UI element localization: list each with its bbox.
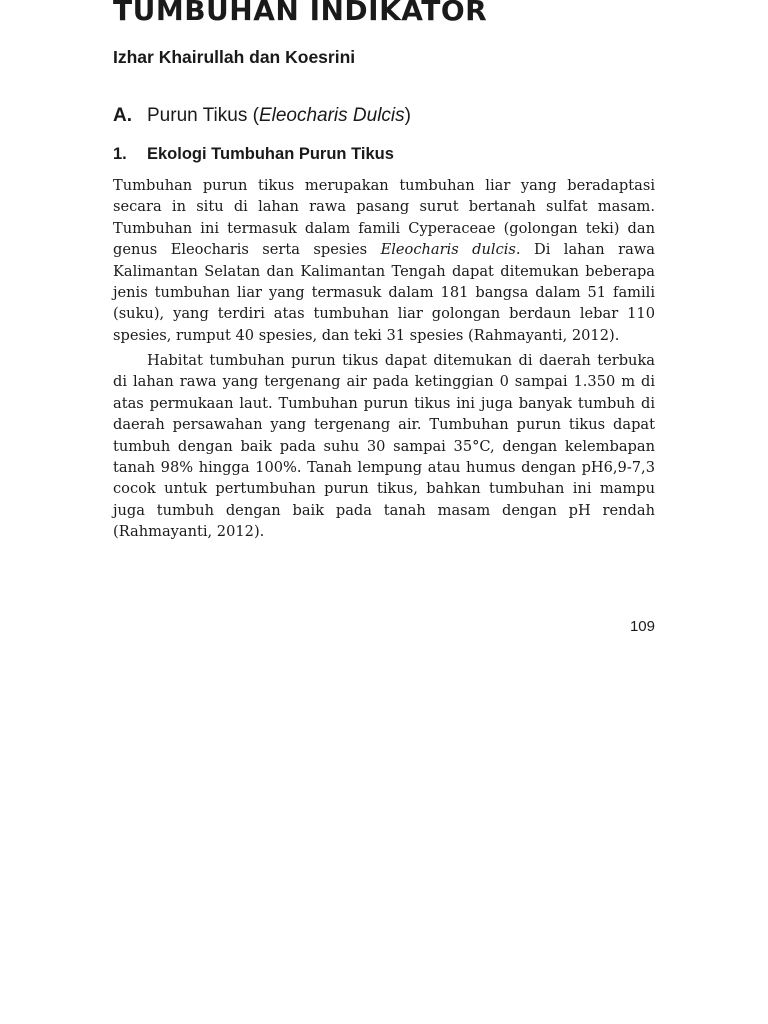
section-heading xyxy=(113,105,411,127)
species-name: Eleocharis dulcis xyxy=(380,241,516,259)
section-label-italic: Eleocharis Dulcis xyxy=(258,105,405,126)
subsection-number: 1. xyxy=(113,145,127,163)
paragraph-text: Tumbuhan purun tikus merupakan tumbuhan liar yang beradaptasi secara in situ di lahan rawa pasang surut bertanah sulfat masam. Tumbuhan ini termasuk dalam famili Cyperaceae (golongan teki) dan genus Eleocharis serta spesies xyxy=(113,177,655,259)
section-label-start: Purun Tikus ( xyxy=(147,105,259,126)
section-label-end: ) xyxy=(404,105,411,126)
chapter-authors: Izhar Khairullah dan Koesrini xyxy=(113,47,356,67)
paragraph-text: . Di lahan rawa Kalimantan Selatan dan Kalimantan Tengah dapat ditemukan beberapa jenis tumbuhan liar yang termasuk dalam 181 bangsa dalam 51 famili (suku), yang terdiri atas tumbuhan liar golongan berdaun lebar 110 spesies, rumput 40 spesies, dan teki 31 spesies (Rahmayanti, 2012). xyxy=(113,241,655,344)
paragraph-ecology xyxy=(113,175,655,346)
subsection-label: Ekologi Tumbuhan Purun Tikus xyxy=(147,145,394,163)
chapter-title: TUMBUHAN INDIKATOR xyxy=(113,0,488,27)
page-number: 109 xyxy=(629,618,655,635)
section-number: A. xyxy=(113,105,132,126)
paragraph-habitat: Habitat tumbuhan purun tikus dapat ditemukan di daerah terbuka di lahan rawa yang tergenang air pada ketinggian 0 sampai 1.350 m di atas permukaan laut. Tumbuhan purun tikus ini juga banyak tumbuh di daerah persawahan yang tergenang air. Tumbuhan purun tikus dapat tumbuh dengan baik pada suhu 30 sampai 35°C, dengan kelembapan tanah 98% hingga 100%. Tanah lempung atau humus dengan pH6,9-7,3 cocok untuk pertumbuhan purun tikus, bahkan tumbuhan ini mampu juga tumbuh dengan baik pada tanah masam dengan pH rendah (Rahmayanti, 2012). xyxy=(113,352,655,541)
subsection-heading xyxy=(113,145,394,164)
